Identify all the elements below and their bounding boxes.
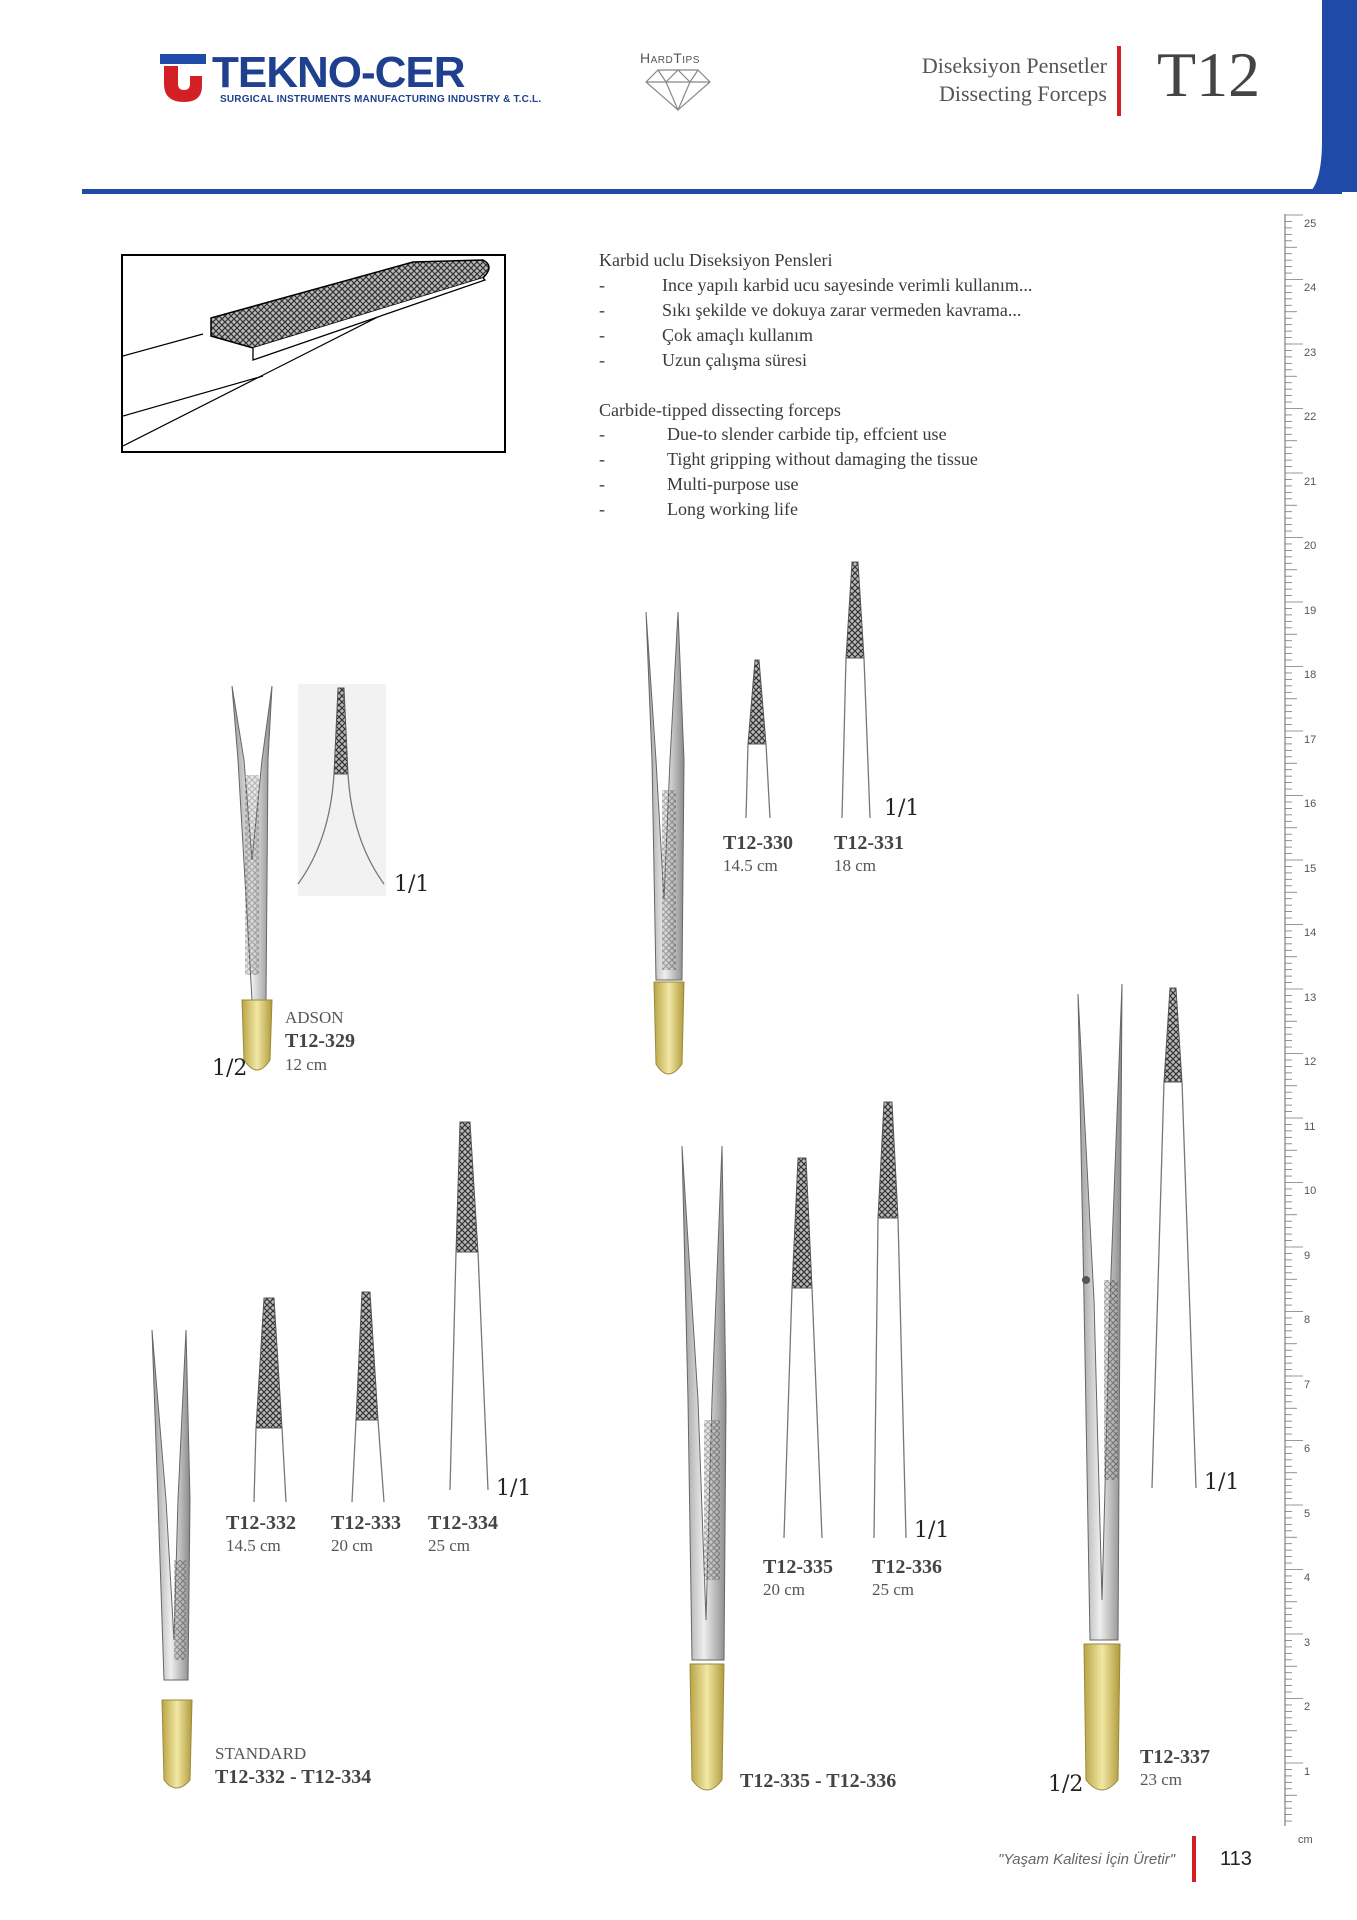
ruler-number: 2 [1304,1701,1311,1713]
ruler-number: 12 [1304,1056,1317,1068]
tip-332-image [254,1298,286,1502]
product-337-code: T12-337 [1140,1746,1210,1768]
ruler-number: 21 [1304,476,1317,488]
product-334-size: 25 cm [428,1536,471,1555]
description-en-item: Due-to slender carbide tip, effcient use [667,424,947,444]
ruler-number: 17 [1304,734,1317,746]
ruler-number: 20 [1304,540,1317,552]
adson-label: ADSON [285,1008,344,1027]
adson-scale-half: 1/2 [212,1056,248,1081]
product-337-size: 23 cm [1140,1770,1183,1789]
page-number: 113 [1220,1848,1252,1870]
product-334-code: T12-334 [428,1512,498,1534]
description-tr-item: Ince yapılı karbid ucu sayesinde verimli kullanım... [662,275,1033,295]
product-330-size: 14.5 cm [723,856,778,875]
dash: - [599,275,605,295]
dash: - [599,499,605,519]
ruler-number: 5 [1304,1508,1311,1520]
adson-scale-full: 1/1 [394,872,430,897]
product-335-code: T12-335 [763,1556,833,1578]
standard-forceps-image [152,1330,192,1788]
description-en-item: Long working life [667,499,798,519]
dash: - [599,424,605,444]
description-tr-item: Uzun çalışma süresi [662,350,807,370]
tip-336-image [874,1102,906,1538]
forceps-337-image [1078,984,1122,1790]
product-336-code: T12-336 [872,1556,942,1578]
section-code: T12 [1157,39,1261,110]
description-tr-item: Sıkı şekilde ve dokuya zarar vermeden kavrama... [662,300,1022,320]
ruler-number: 24 [1304,282,1317,294]
product-337-scale-half: 1/2 [1048,1772,1084,1797]
cm-ruler [1284,214,1317,1846]
description-en-item: Multi-purpose use [667,474,799,494]
footer-divider [1192,1836,1196,1882]
adson-size: 12 cm [285,1055,328,1074]
dash: - [599,325,605,345]
product-333-code: T12-333 [331,1512,401,1534]
footer-slogan: "Yaşam Kalitesi İçin Üretir" [998,1851,1176,1868]
adson-code: T12-329 [285,1030,355,1052]
product-335-size: 20 cm [763,1580,806,1599]
product-337-scale-full: 1/1 [1204,1470,1240,1495]
hardtips-label: HardTips [640,50,700,66]
tip-335-image [784,1158,822,1538]
ruler-unit: cm [1298,1834,1313,1846]
ruler-number: 3 [1304,1637,1311,1649]
range-335-336: T12-335 - T12-336 [740,1770,897,1792]
product-332-size: 14.5 cm [226,1536,281,1555]
product-336-size: 25 cm [872,1580,915,1599]
ruler-number: 18 [1304,669,1317,681]
product-331-code: T12-331 [834,832,904,854]
dash: - [599,474,605,494]
dash: - [599,449,605,469]
product-332-code: T12-332 [226,1512,296,1534]
adson-tip-detail-image [298,684,386,896]
product-331-scale: 1/1 [884,796,920,821]
forceps-335-336-image [682,1146,726,1790]
product-331-size: 18 cm [834,856,877,875]
standard-label: STANDARD [215,1744,307,1763]
dash: - [599,350,605,370]
tip-330-image [746,660,770,818]
logo-text: TEKNO-CER [212,48,465,97]
ruler-number: 8 [1304,1314,1311,1326]
tip-331-image [842,562,870,818]
description-en-title: Carbide-tipped dissecting forceps [599,400,841,420]
ruler-number: 25 [1304,218,1317,230]
tip-334-image [450,1122,488,1490]
ruler-number: 14 [1304,927,1317,939]
ruler-number: 10 [1304,1185,1317,1197]
logo-subtitle: SURGICAL INSTRUMENTS MANUFACTURING INDUSTRY & T.C.L. [220,94,542,105]
ruler-number: 22 [1304,411,1317,423]
ruler-number: 9 [1304,1250,1311,1262]
header-title-tr: Diseksiyon Pensetler [921,53,1107,78]
adson-forceps-image [232,686,272,1070]
ruler-number: 4 [1304,1572,1311,1584]
dash: - [599,300,605,320]
forceps-330-image [646,612,684,1074]
description-tr-item: Çok amaçlı kullanım [662,325,813,345]
product-336-scale: 1/1 [914,1518,950,1543]
product-334-scale: 1/1 [496,1476,532,1501]
ruler-number: 23 [1304,347,1317,359]
product-333-size: 20 cm [331,1536,374,1555]
ruler-number: 19 [1304,605,1317,617]
ruler-number: 13 [1304,992,1317,1004]
standard-range: T12-332 - T12-334 [215,1766,372,1788]
ruler-number: 16 [1304,798,1317,810]
description-en-item: Tight gripping without damaging the tissue [667,449,978,469]
ruler-number: 7 [1304,1379,1311,1391]
ruler-number: 11 [1304,1121,1316,1133]
product-330-code: T12-330 [723,832,793,854]
description-tr-title: Karbid uclu Diseksiyon Pensleri [599,250,833,270]
tip-337-image [1152,988,1196,1488]
header-title-en: Dissecting Forceps [938,81,1107,106]
ruler-number: 15 [1304,863,1317,875]
ruler-number: 1 [1304,1766,1311,1778]
tip-333-image [352,1292,384,1502]
ruler-number: 6 [1304,1443,1311,1455]
